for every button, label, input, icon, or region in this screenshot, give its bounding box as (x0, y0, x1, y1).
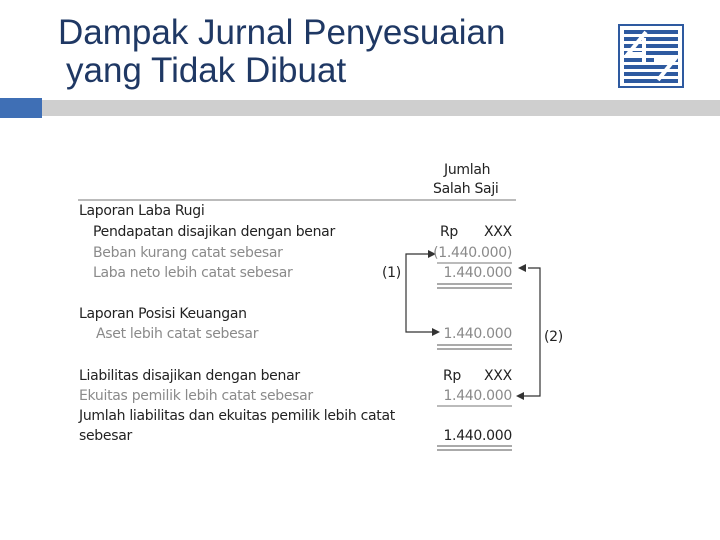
row-value-laba-neto: 1.440.000 (443, 265, 512, 281)
marker-1: (1) (382, 265, 401, 281)
title-line-1: Dampak Jurnal Penyesuaian (58, 13, 506, 52)
row-label-jumlah-line-1: Jumlah liabilitas dan ekuitas pemilik lebih catat (79, 408, 395, 424)
row-value-beban: (1.440.000) (433, 245, 512, 261)
row-label-pendapatan: Pendapatan disajikan dengan benar (93, 224, 335, 240)
column-header-line-1: Jumlah (444, 162, 491, 178)
row-label-laba-neto: Laba neto lebih catat sebesar (93, 265, 293, 281)
arrow-2-top (518, 264, 526, 272)
section-title-laba-rugi: Laporan Laba Rugi (79, 203, 205, 219)
row-label-aset: Aset lebih catat sebesar (96, 326, 259, 342)
title-line-2: yang Tidak Dibuat (66, 51, 347, 90)
column-header-line-2: Salah Saji (433, 181, 499, 197)
row-currency-pendapatan: Rp (440, 224, 459, 240)
bracket-1-line (406, 254, 432, 332)
bracket-2-line (524, 268, 540, 396)
row-label-ekuitas: Ekuitas pemilik lebih catat sebesar (79, 388, 313, 404)
row-label-jumlah-line-2: sebesar (79, 428, 132, 444)
row-value-ekuitas: 1.440.000 (443, 388, 512, 404)
row-value-liabilitas: XXX (484, 368, 512, 384)
row-currency-liabilitas: Rp (443, 368, 462, 384)
row-value-pendapatan: XXX (484, 224, 512, 240)
marker-2: (2) (544, 329, 563, 345)
row-label-beban: Beban kurang catat sebesar (93, 245, 283, 261)
row-value-aset: 1.440.000 (443, 326, 512, 342)
section-title-posisi-keuangan: Laporan Posisi Keuangan (79, 306, 247, 322)
row-value-jumlah: 1.440.000 (443, 428, 512, 444)
row-label-liabilitas: Liabilitas disajikan dengan benar (79, 368, 300, 384)
arrow-2-bottom (516, 392, 524, 400)
